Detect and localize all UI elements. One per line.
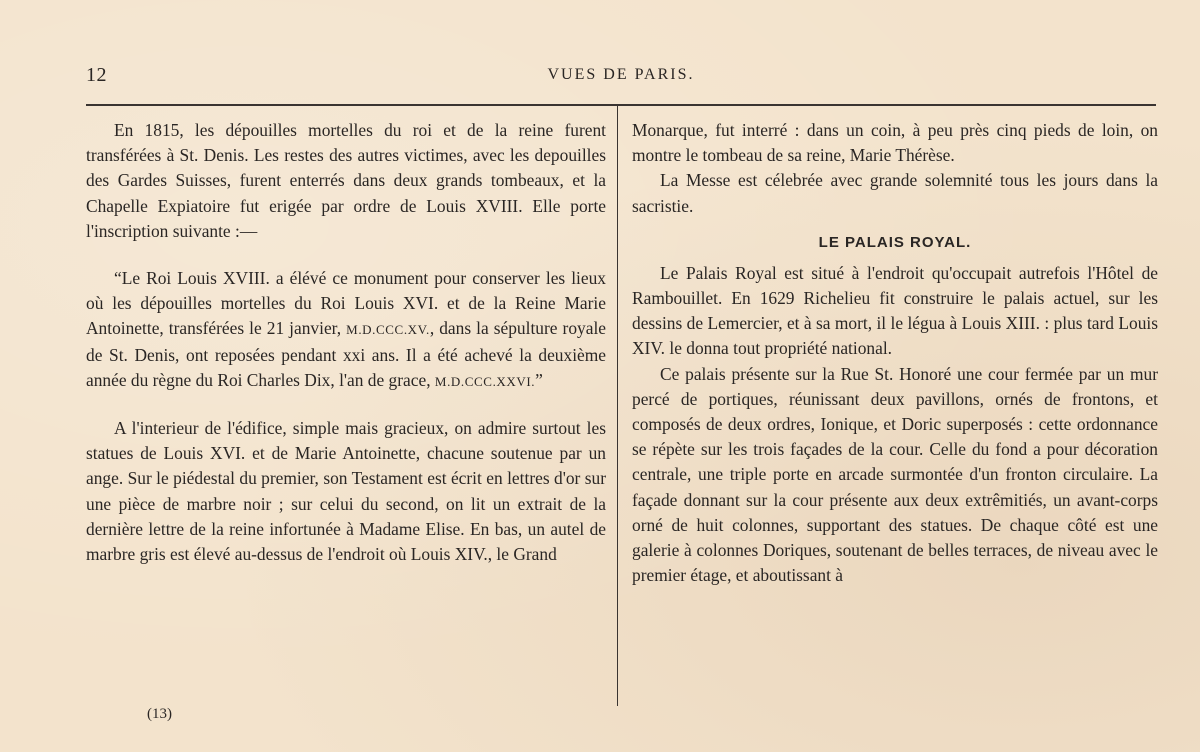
right-column [632,118,1158,588]
inscription-text: ” [535,369,543,390]
inscription-text: , dans la sépulture royale de St. Denis, ont reposées pendant xxi ans. Il a été achevé la deuxième année du règne du Roi Charles Dix, l'an de grace, [86,318,606,390]
left-column [86,118,606,567]
paragraph: La Messe est célebrée avec grande solemnité tous les jours dans la sacristie. [632,170,1158,216]
inscription-paragraph [86,266,606,394]
column-divider [617,106,618,706]
section-title: LE PALAIS ROYAL. [818,233,972,251]
running-title: VUES DE PARIS. [547,66,695,83]
inscription-date: M.D.CCC.XV. [346,322,430,338]
header-rule [86,104,1156,106]
inscription-text: “Le Roi Louis XVIII. a élévé ce monument pour conserver les lieux où les dépouilles mortelles du Roi Louis XVI. et de la Reine Marie Antoinette, transférées le 21 janvier, [86,268,606,339]
page-number: 12 [86,64,107,86]
paragraph: Ce palais présente sur la Rue St. Honoré une cour fermée par un mur percé de portiques, réunissant deux pavillons, ornés de frontons, et composés de deux ordres, Ionique, et Doric superposés : cette ordonnance se répète sur les trois façades de la cour. Celle du fond a pour décoration centrale, une triple porte en arcade surmontée d'un fronton circulaire. La façade donnant sur la cour présente aux deux extrêmitiés, un avant-corps orné de huit colonnes, supportant des statues. De chaque côté est une galerie à colonnes Doriques, soutenant de belles terraces, de niveau avec le premier étage, et aboutissant à [632,363,1158,586]
paragraph: A l'interieur de l'édifice, simple mais gracieux, on admire surtout les statues de Louis XVI. et de Marie Antoinette, chacune soutenue par un ange. Sur le piédestal du premier, son Testament est écrit en lettres d'or sur une pièce de marbre noir ; sur celui du second, on lit un extrait de la dernière lettre de la reine infortunée à Madame Elise. En bas, un autel de marbre gris est élevé au-dessus de l'endroit où Louis XIV., le Grand [86,418,606,565]
paragraph: Le Palais Royal est situé à l'endroit qu'occupait autrefois l'Hôtel de Rambouillet. En 1629 Richelieu fit construire le palais actuel, sur les dessins de Lemercier, et à sa mort, il le légua à Louis XIII. : plus tard Louis XIV. le donna tout propriété national. [632,262,1158,359]
paragraph: Monarque, fut interré : dans un coin, à peu près cinq pieds de loin, on montre le tombeau de sa reine, Marie Thérèse. [632,120,1158,166]
inscription-date: M.D.CCC.XXVI. [434,373,536,389]
signature-mark: (13) [147,706,172,722]
paragraph: En 1815, les dépouilles mortelles du roi et de la reine furent transférées à St. Denis. Les restes des autres victimes, avec les depouilles des Gardes Suisses, furent enterrés dans deux grands tombeaux, et la Chapelle Expiatoire fut erigée par ordre de Louis XVIII. Elle porte l'inscription suivante :— [86,120,606,241]
page-header [86,64,1156,94]
